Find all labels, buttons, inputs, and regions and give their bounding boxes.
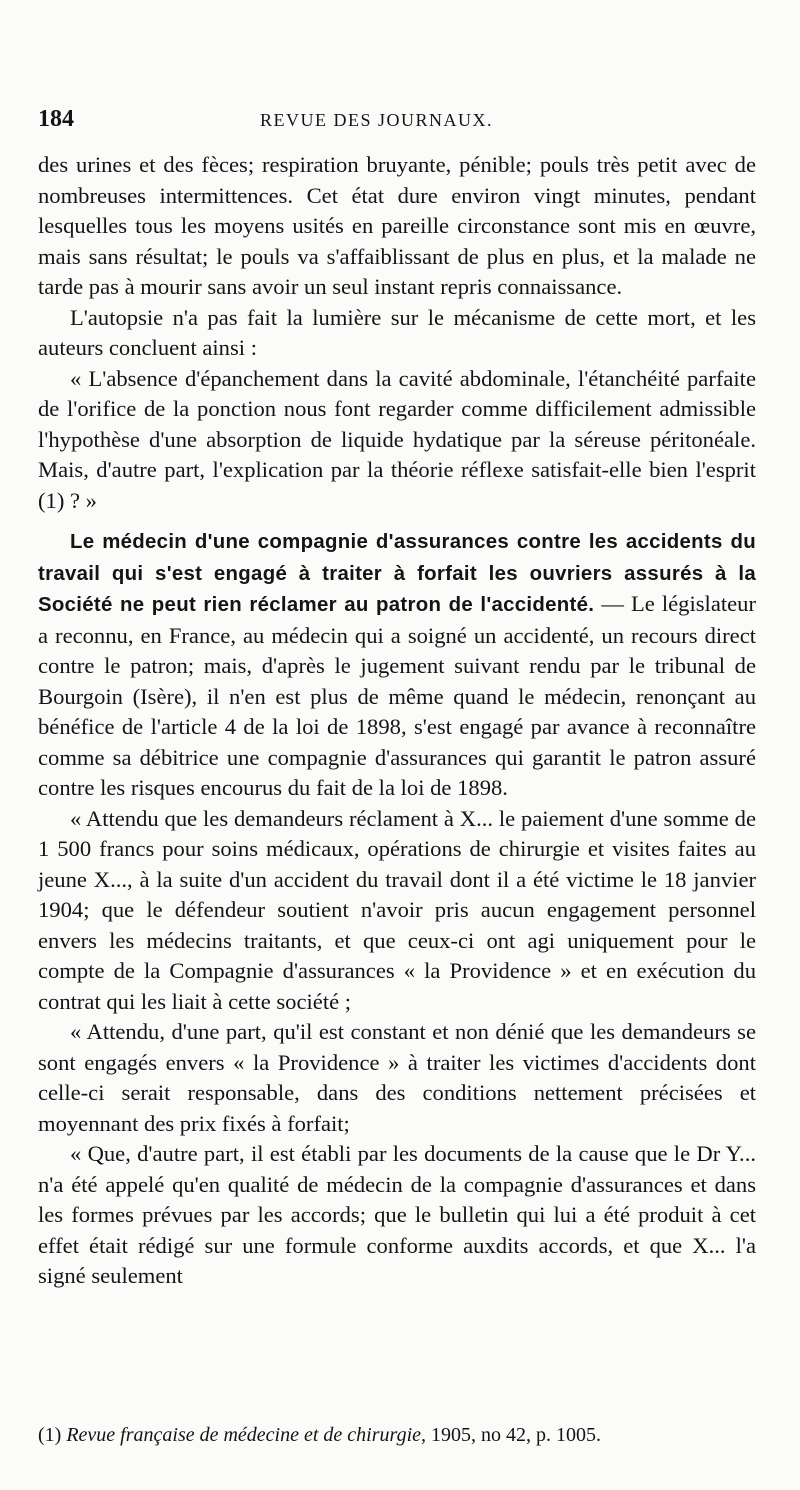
page-header [38,106,762,138]
paragraph-autopsy: L'autopsie n'a pas fait la lumière sur le mécanisme de cette mort, et les auteurs concluent ainsi : [38,304,756,360]
paragraph-quote: « L'absence d'épanchement dans la cavité abdominale, l'étanchéité parfaite de l'orifice de la ponction nous font regarder comme difficilement admissible l'hypothèse d'une absorption de liquide hydatique par la séreuse péritonéale. Mais, d'autre part, l'explication par la théorie réflexe satisfait-elle bien l'esprit (1) ? » [38,365,756,513]
judgment-paragraph-2: « Attendu, d'une part, qu'il est constant et non dénié que les demandeurs se sont engagés envers « la Providence » à traiter les victimes d'accidents dont celle-ci serait responsable, dans des conditions nettement précisées et moyennant des prix fixés à forfait; [38,1019,756,1136]
footnote [38,1422,762,1448]
judgment-paragraph-3: « Que, d'autre part, il est établi par les documents de la cause que le Dr Y... n'a été appelé qu'en qualité de médecin de la compagnie d'assurances et dans les formes prévues par les accords; que le bulletin qui lui a été produit à cet effet était rédigé sur une formule conforme auxdits accords, et que X... l'a signé seulement [38,1141,756,1288]
body-text [38,150,756,1292]
section-paragraph [38,526,756,804]
page-number: 184 [38,106,74,132]
footnote-journal: Revue française de médecine et de chirurgie, [66,1424,426,1446]
footnote-details: 1905, no 42, p. 1005. [431,1424,601,1446]
running-title: REVUE DES JOURNAUX. [260,110,494,130]
footnote-marker: (1) [38,1424,62,1446]
judgment-paragraph-1: « Attendu que les demandeurs réclament à X... le paiement d'une somme de 1 500 francs pour soins médicaux, opérations de chirurgie et visites faites au jeune X..., à la suite d'un accident du travail dont il a été victime le 18 janvier 1904; que le défendeur soutient n'avoir pris aucun engagement personnel envers les médecins traitants, et que ceux-ci ont agi uniquement pour le compte de la Compagnie d'assurances « la Providence » et en exécution du contrat qui les liait à cette société ; [38,805,756,1014]
paragraph-continuation: des urines et des fèces; respiration bruyante, pénible; pouls très petit avec de nombreuses intermittences. Cet état dure environ vingt minutes, pendant lesquelles tous les moyens usités en pareille circonstance sont mis en œuvre, mais sans résultat; le pouls va s'affaiblissant de plus en plus, et la malade ne tarde pas à mourir sans avoir un seul instant repris connaissance. [38,152,756,299]
section-text: — Le législateur a reconnu, en France, au médecin qui a soigné un accidenté, un recours direct contre le patron; mais, d'après le jugement suivant rendu par le tribunal de Bourgoin (Isère), il n'en est plus de même quand le médecin, renonçant au bénéfice de l'article 4 de la loi de 1898, s'est engagé par avance à reconnaître comme sa débitrice une compagnie d'assurances qui garantit le patron assuré contre les risques encourus du fait de la loi de 1898. [38,591,756,800]
section-title: Le médecin d'une compagnie d'assurances contre les accidents du travail qui s'est engagé à traiter à forfait les ouvriers assurés à la Société ne peut rien réclamer au patron de l'accidenté. [38,531,756,616]
